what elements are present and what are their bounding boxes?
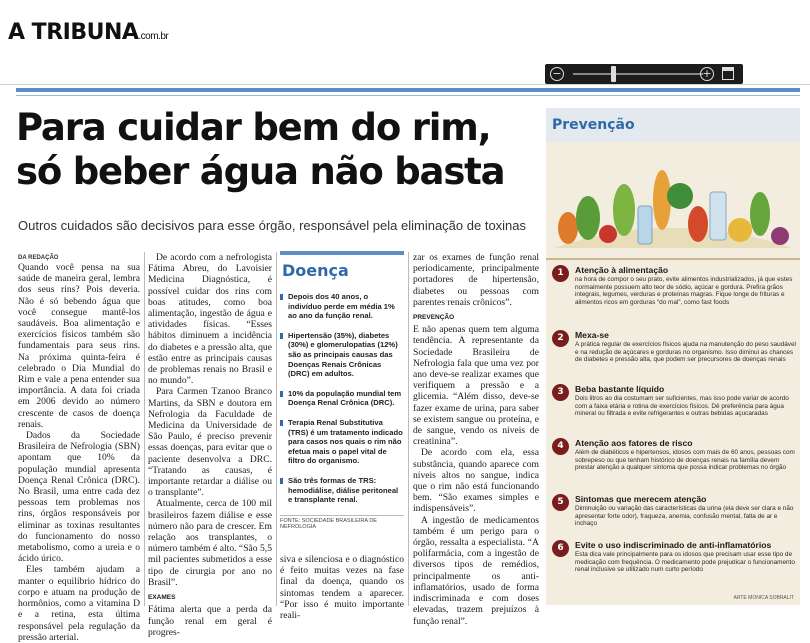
- paragraph: Fátima alerta que a perda da função renal em geral é progres-: [148, 604, 272, 638]
- paragraph: De acordo com a nefrologista Fátima Abreu, do Lavoisier Medicina Diagnóstica, é possível cuidar dos rins com boas atitudes, como boa alimentação, ingestão de água e atividades físicas. “Esses hábitos diminuem a incidência do diabetes e a pressão alta, que estão entre as principais causas de problemas renais no Brasil e no mundo”.: [148, 252, 272, 387]
- pepper-icon: [688, 206, 708, 242]
- tip-title: Mexa-se: [575, 330, 609, 340]
- factbox-title: Doença: [282, 261, 349, 280]
- herb-icon: [750, 192, 770, 236]
- fact-item: Depois dos 40 anos, o indivíduo perde em média 1% ao ano da função renal.: [280, 292, 404, 321]
- tip-title: Atenção aos fatores de risco: [575, 438, 693, 448]
- masthead-logo[interactable]: [8, 20, 168, 45]
- masthead-domain: .com.br: [138, 31, 169, 42]
- tip-item: [552, 438, 796, 472]
- paragraph: De acordo com ela, essa substância, quando aparece com níveis altos no sangue, indica que o rim não está funcionando bem. “São exames simples e indispensáveis”.: [413, 447, 539, 515]
- paragraph: Eles também ajudam a manter o equilíbrio hídrico do corpo e atuam na produção de hormônios, como a vitamina D e a retina, esta última responsável pela regulação da pressão arterial.: [18, 564, 140, 643]
- article-column-4: [413, 252, 539, 627]
- tip-number: 4: [552, 438, 569, 455]
- prevencao-header: [546, 108, 800, 142]
- paragraph: Quando você pensa na sua saúde de maneira geral, lembra dos seus rins? Pois deveria. Não é só bebendo água que você consegue mantê-los saudáveis. Boa alimentação e exercícios físicos também são fundamentais para seus rins. Na próxima quinta-feira é celebrado o Dia Mundial do Rim e vale a pena entender sua importância. A data foi criada em 2006 devido ao número crescente de casos de doença renais.: [18, 262, 140, 430]
- factbox-source: FONTE: SOCIEDADE BRASILEIRA DE NEFROLOGIA: [280, 515, 404, 530]
- vegetables-illustration: [546, 148, 800, 256]
- tip-item: [552, 330, 796, 364]
- headline: Para cuidar bem do rim, só beber água não basta: [16, 106, 505, 193]
- paragraph: Dados da Sociedade Brasileira de Nefrologia (SBN) apontam que 10% da população mundial apresenta Doença Renal Crônica (DRC). No Brasil, uma entre cada dez pessoas tem problemas nos rins, órgãos responsáveis por eliminar as toxinas resultantes do funcionamento do nosso metabolismo, como a ureia e o ácido úrico.: [18, 430, 140, 565]
- tip-item: [552, 384, 796, 418]
- tip-text: A prática regular de exercícios físicos ajuda na manutenção do peso saudável e na redução de açúcares e gorduras no organismo. Isso diminui as chances de diabetes e pressão alta, que podem ser precursores de doenças renais: [575, 341, 796, 364]
- paragraph: zar os exames de função renal periodicamente, principalmente portadores de hipertensão, diabetes ou pessoas com parentes renais crônicos”.: [413, 252, 539, 308]
- paragraph: siva e silenciosa e o diagnóstico é feito muitas vezes na fase final da doença, quando os sintomas tendem a aparecer. “Por isso é muito importante reali-: [280, 554, 404, 622]
- section-heading: EXAMES: [148, 594, 176, 602]
- column-divider: [144, 252, 145, 606]
- viewer-header: [0, 0, 810, 62]
- tip-item: [552, 265, 796, 306]
- fact-list: [280, 292, 404, 505]
- tip-title: Evite o uso indiscriminado de anti-inflamatórios: [575, 540, 772, 550]
- leaf-icon: [576, 196, 600, 240]
- paragraph: Atualmente, cerca de 100 mil brasileiros fazem diálise e esse número não para de crescer. Em relação aos transplantes, o número também é alto. “São 5,5 mil pacientes submetidos a esse tipo de cirurgia por ano no Brasil”.: [148, 498, 272, 588]
- beet-icon: [771, 227, 789, 245]
- fact-item: Terapia Renal Substitutiva (TRS) é um tratamento indicado para casos nos quais o rim não efetua mais o papel vital de filtro do organismo.: [280, 418, 404, 466]
- section-heading: PREVENÇÃO: [413, 314, 455, 322]
- lettuce-icon: [613, 184, 635, 236]
- prevencao-title: Prevenção: [552, 117, 635, 133]
- bottle-icon: [638, 206, 652, 244]
- zoom-out-icon[interactable]: −: [550, 67, 564, 81]
- tip-title: Sintomas que merecem atenção: [575, 494, 707, 504]
- paragraph: A ingestão de medicamentos também é um perigo para o órgão, ressalta a especialista. “A polifarmácia, com a ingestão de diversos tipos de remédios, principalmente os anti-inflamatórios, usado de forma indiscriminada e com doses elevadas, trazem prejuízos à função renal”.: [413, 514, 539, 627]
- subheadline: Outros cuidados são decisivos para esse órgão, responsável pela eliminação de toxinas: [18, 218, 527, 233]
- page-edge: [0, 84, 810, 85]
- fact-item: Hipertensão (35%), diabetes (30%) e glomerulopatias (12%) são as principais causas das Doenças Renais Crônicas (DRC) em adultos.: [280, 331, 404, 379]
- prevencao-rule: [546, 258, 800, 260]
- tip-title: Atenção à alimentação: [575, 265, 669, 275]
- tip-text: Diminuição ou variação das características da urina (ela deve ser clara e não apresentar forte odor), fraqueza, anemia, confusão mental, falta de ar e inchaço: [575, 505, 794, 528]
- fact-item: 10% da população mundial tem Doença Renal Crônica (DRC).: [280, 389, 404, 408]
- panel-toggle-icon[interactable]: [722, 67, 734, 80]
- article-column-1: [18, 262, 140, 643]
- tip-item: [552, 540, 796, 574]
- top-rule-thin: [16, 95, 800, 96]
- article-column-2: [148, 252, 272, 638]
- masthead-name: A TRIBUNA: [8, 20, 139, 45]
- tip-number: 3: [552, 384, 569, 401]
- column-divider: [276, 252, 277, 606]
- broccoli-icon: [667, 183, 693, 209]
- art-credit: ARTE MONICA SOBRALIT: [733, 595, 794, 601]
- carrot-icon: [558, 212, 578, 244]
- tip-title: Beba bastante líquido: [575, 384, 665, 394]
- factbox-rule: [280, 251, 404, 255]
- prevencao-box: [546, 108, 800, 605]
- tip-text: Dois litros ao dia costumam ser suficientes, mas isso pode variar de acordo com a faixa etária e rotina de exercícios físicos. Dê preferência para água mineral ou filtrada e evite refrigerantes e outras bebidas açucaradas: [575, 395, 789, 418]
- paragraph: E não apenas quem tem alguma tendência. A representante da Sociedade Brasileira de Nefrologia fala que uma vez por ano deve-se realizar exames que verifiquem a pressão e a glicemia. “Além disso, deve-se fazer exame de urina, para saber se existem sangue ou proteína, e de sangue, vendo os níveis de creatinina”.: [413, 324, 539, 448]
- tip-item: [552, 494, 796, 528]
- byline: DA REDAÇÃO: [18, 255, 59, 261]
- article-column-3: [280, 554, 404, 621]
- tomato-icon: [599, 225, 617, 243]
- zoom-slider-handle[interactable]: [611, 66, 616, 82]
- doenca-factbox: [280, 251, 404, 530]
- column-divider: [408, 252, 409, 606]
- fact-item: São três formas de TRS: hemodiálise, diálise peritoneal e transplante renal.: [280, 476, 404, 505]
- tip-text: na hora de compor o seu prato, evite alimentos industrializados, já que estes normalmente possuem alto teor de sódio, açúcar e gordura. Prefira grãos integrais, legumes, verduras e proteínas magras. Fique longe de frituras e alimentos ricos em gorduras “do mal”, como fast foods: [575, 276, 793, 306]
- tip-number: 6: [552, 540, 569, 557]
- zoom-toolbar: [545, 64, 743, 84]
- tip-text: Além de diabéticos e hipertensos, idosos com mais de 60 anos, pessoas com sobrepeso ou que tenham histórico de doenças renais na família devem prestar atenção a qualquer sintoma que possa indicar problemas no órgão: [575, 449, 795, 472]
- zoom-slider-track[interactable]: [573, 73, 703, 75]
- zoom-in-icon[interactable]: +: [700, 67, 714, 81]
- tip-number: 5: [552, 494, 569, 511]
- squash-icon: [728, 218, 752, 242]
- tip-text: Esta dica vale principalmente para os idosos que precisam usar esse tipo de medicação com frequência. O medicamento pode prejudicar o funcionamento renal inclusive se utilizado num curto período: [575, 551, 795, 574]
- top-rule: [16, 88, 800, 92]
- glass-icon: [710, 192, 726, 240]
- tip-number: 1: [552, 265, 569, 282]
- tip-number: 2: [552, 330, 569, 347]
- paragraph: Para Carmen Tzanoo Branco Martins, da SBN e doutora em Nefrologia da Faculdade de Medicina da Universidade de São Paulo, é preciso prevenir essas doenças, para evitar que o paciente desenvolva a DRC. “Tratando as causas, é importante retardar a diálise ou o transplante”.: [148, 386, 272, 499]
